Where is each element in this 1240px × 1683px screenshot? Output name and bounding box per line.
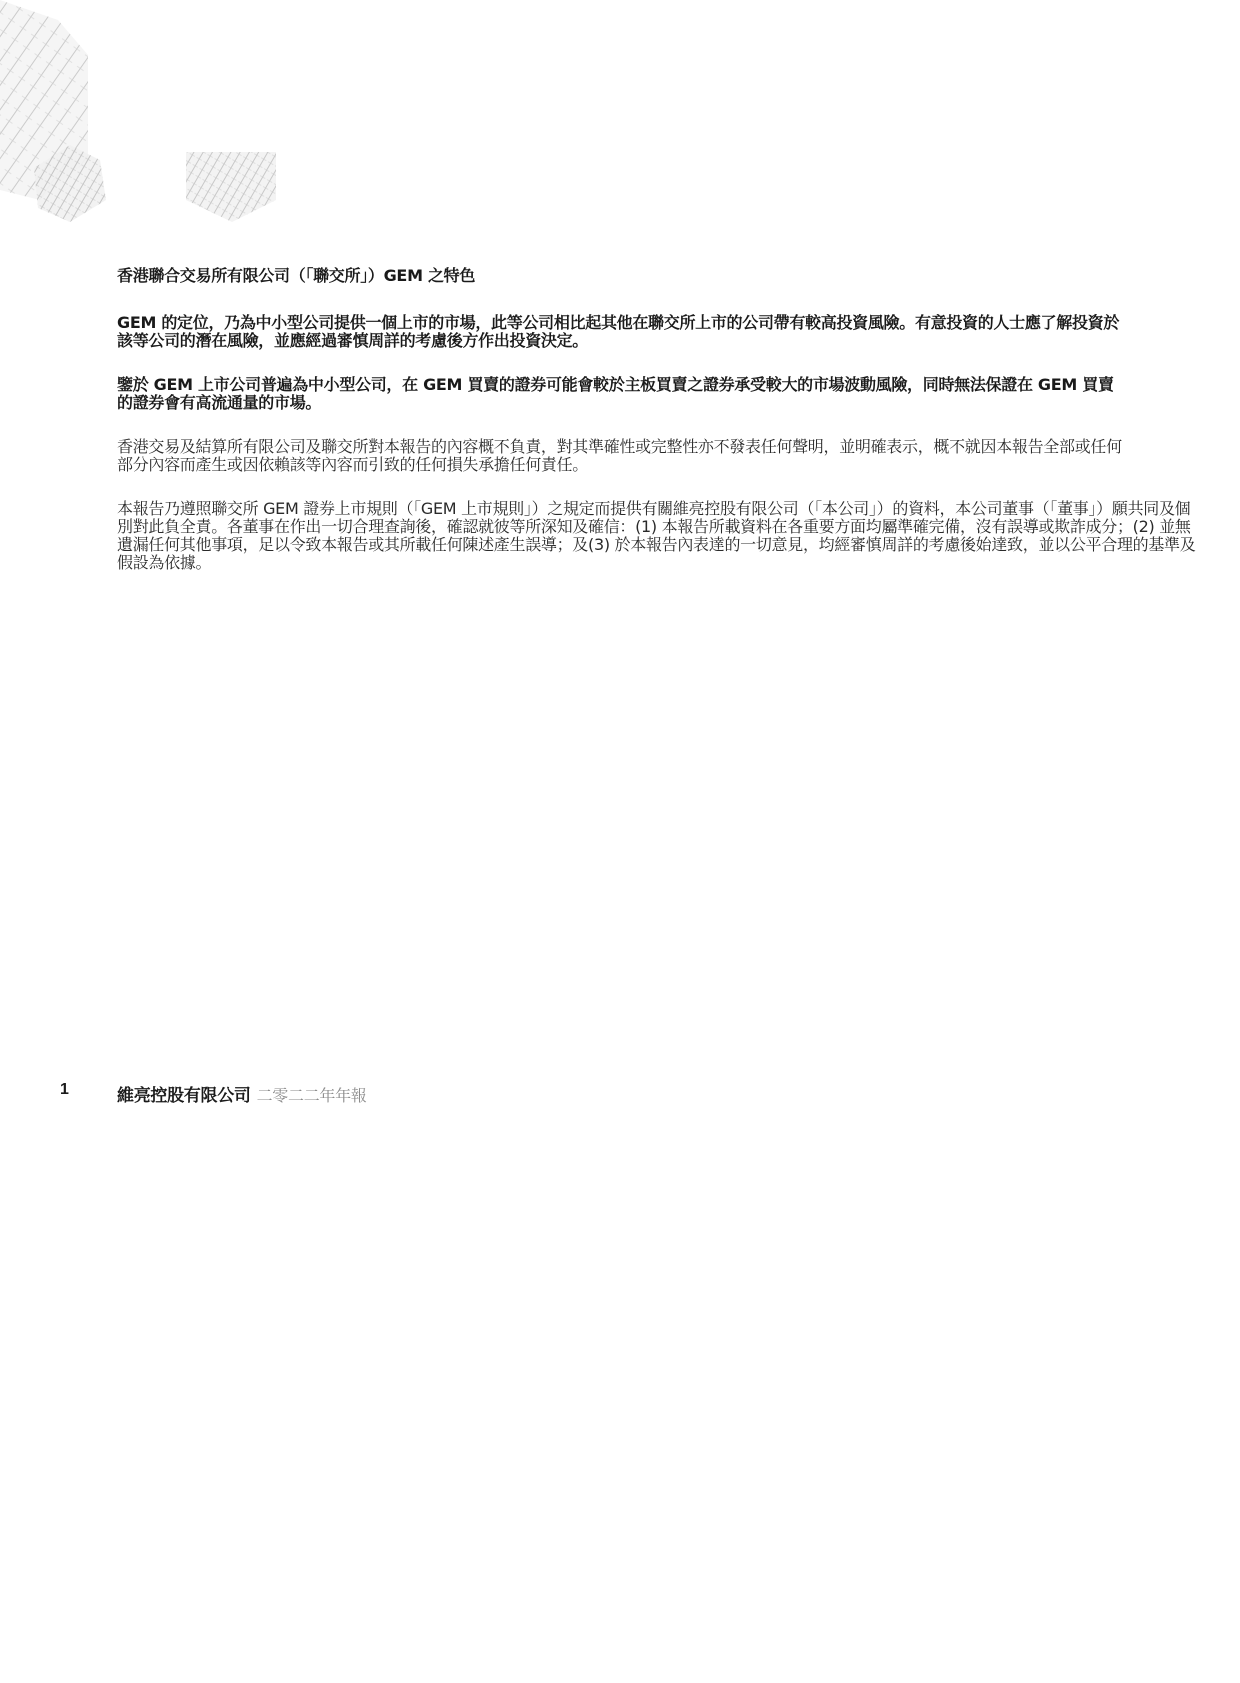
section-heading: 香港聯合交易所有限公司（「聯交所」）GEM 之特色 <box>117 266 476 285</box>
directors-responsibility-paragraph: 本報告乃遵照聯交所 GEM 證券上市規則（「GEM 上市規則」）之規定而提供有關維亮控股有限公司（「本公司」）的資料，本公司董事（「董事」）願共同及個別對此負全責。各董事在作出一切合理查詢後，確認就彼等所深知及確信：(1) 本報告所載資料在各重要方面均屬準確完備，沒有誤導或欺詐成分；(2) 並無遺漏任何其他事項，足以令致本報告或其所載任何陳述產生誤導；及(3) 於本報告內表達的一切意見，均經審慎周詳的考慮後始達致，並以公平合理的基準及假設為依據。 <box>117 499 1196 572</box>
gem-positioning-paragraph: GEM 的定位，乃為中小型公司提供一個上市的市場，此等公司相比起其他在聯交所上市的公司帶有較高投資風險。有意投資的人士應了解投資於該等公司的潛在風險，並應經過審慎周詳的考慮後方作出投資決定。 <box>117 313 1120 350</box>
right-hexagon-shape <box>186 152 276 222</box>
footer-company-name <box>117 1081 367 1106</box>
disclaimer-content <box>117 266 1196 598</box>
page-footer <box>0 1081 600 1105</box>
page-number: 1 <box>60 1081 69 1098</box>
hexagon-pattern-decoration <box>0 0 300 240</box>
report-title: 二零二二年年報 <box>256 1086 367 1105</box>
hkex-disclaimer-paragraph: 香港交易及結算所有限公司及聯交所對本報告的內容概不負責，對其準確性或完整性亦不發表任何聲明，並明確表示，概不就因本報告全部或任何部分內容而產生或因依賴該等內容而引致的任何損失承擔任何責任。 <box>117 437 1122 474</box>
gem-risk-paragraph: 鑒於 GEM 上市公司普遍為中小型公司，在 GEM 買賣的證券可能會較於主板買賣之證券承受較大的市場波動風險，同時無法保證在 GEM 買賣的證券會有高流通量的市場。 <box>117 375 1114 412</box>
company-name: 維亮控股有限公司 <box>117 1086 251 1106</box>
